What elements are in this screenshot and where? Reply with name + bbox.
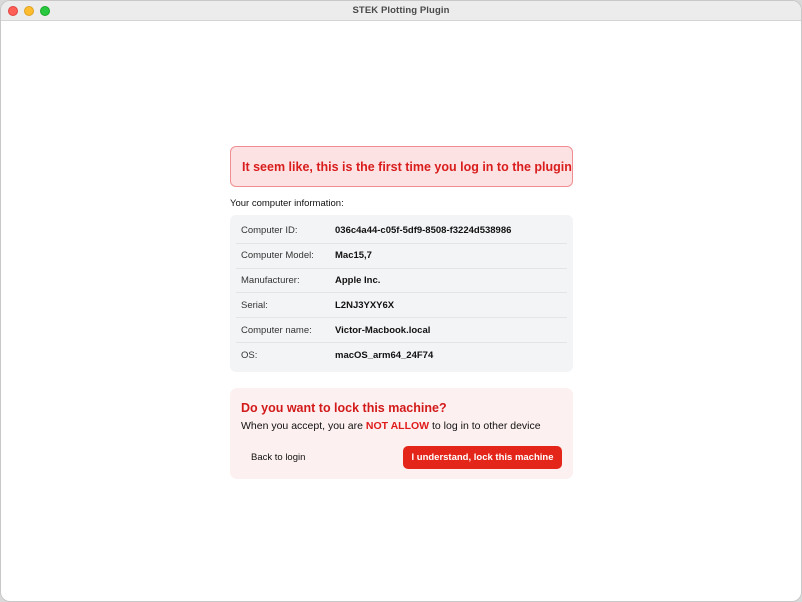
lock-description: [241, 420, 562, 432]
info-value: macOS_arm64_24F74: [335, 349, 434, 361]
close-window-button[interactable]: [8, 6, 18, 16]
info-label: OS:: [241, 349, 258, 361]
info-value: Mac15,7: [335, 250, 372, 262]
lock-actions: [241, 446, 562, 469]
info-value: Apple Inc.: [335, 274, 381, 286]
info-row-manufacturer: [236, 269, 567, 294]
info-row-computer-model: [236, 244, 567, 269]
first-login-alert: [230, 146, 573, 187]
info-row-serial: [236, 293, 567, 318]
info-value: 036c4a44-c05f-5df9-8508-f3224d538986: [335, 225, 512, 237]
info-label: Computer ID:: [241, 225, 298, 237]
lock-machine-card: [230, 388, 573, 479]
info-label: Computer Model:: [241, 250, 314, 262]
main-content: [230, 146, 573, 479]
window-title: STEK Plotting Plugin: [352, 5, 450, 16]
computer-info-heading: Your computer information:: [230, 198, 344, 209]
lock-desc-prefix: When you accept, you are: [241, 419, 366, 432]
lock-title: Do you want to lock this machine?: [241, 400, 447, 415]
lock-machine-button[interactable]: I understand, lock this machine: [403, 446, 562, 469]
info-value: L2NJ3YXY6X: [335, 299, 395, 311]
computer-info-card: [230, 215, 573, 372]
info-row-os: [236, 343, 567, 368]
zoom-window-button[interactable]: [40, 6, 50, 16]
window-controls: [8, 6, 50, 16]
info-label: Computer name:: [241, 324, 312, 336]
minimize-window-button[interactable]: [24, 6, 34, 16]
info-row-computer-name: [236, 318, 567, 343]
info-label: Manufacturer:: [241, 274, 300, 286]
back-to-login-button[interactable]: Back to login: [241, 452, 305, 463]
info-value: Victor-Macbook.local: [335, 324, 431, 336]
lock-desc-warning: NOT ALLOW: [365, 419, 430, 432]
title-bar: [1, 1, 801, 21]
info-row-computer-id: [236, 219, 567, 244]
alert-message: It seem like, this is the first time you log in to the plugin: [242, 159, 572, 174]
lock-desc-suffix: to log in to other device: [429, 419, 541, 432]
info-label: Serial:: [241, 299, 268, 311]
